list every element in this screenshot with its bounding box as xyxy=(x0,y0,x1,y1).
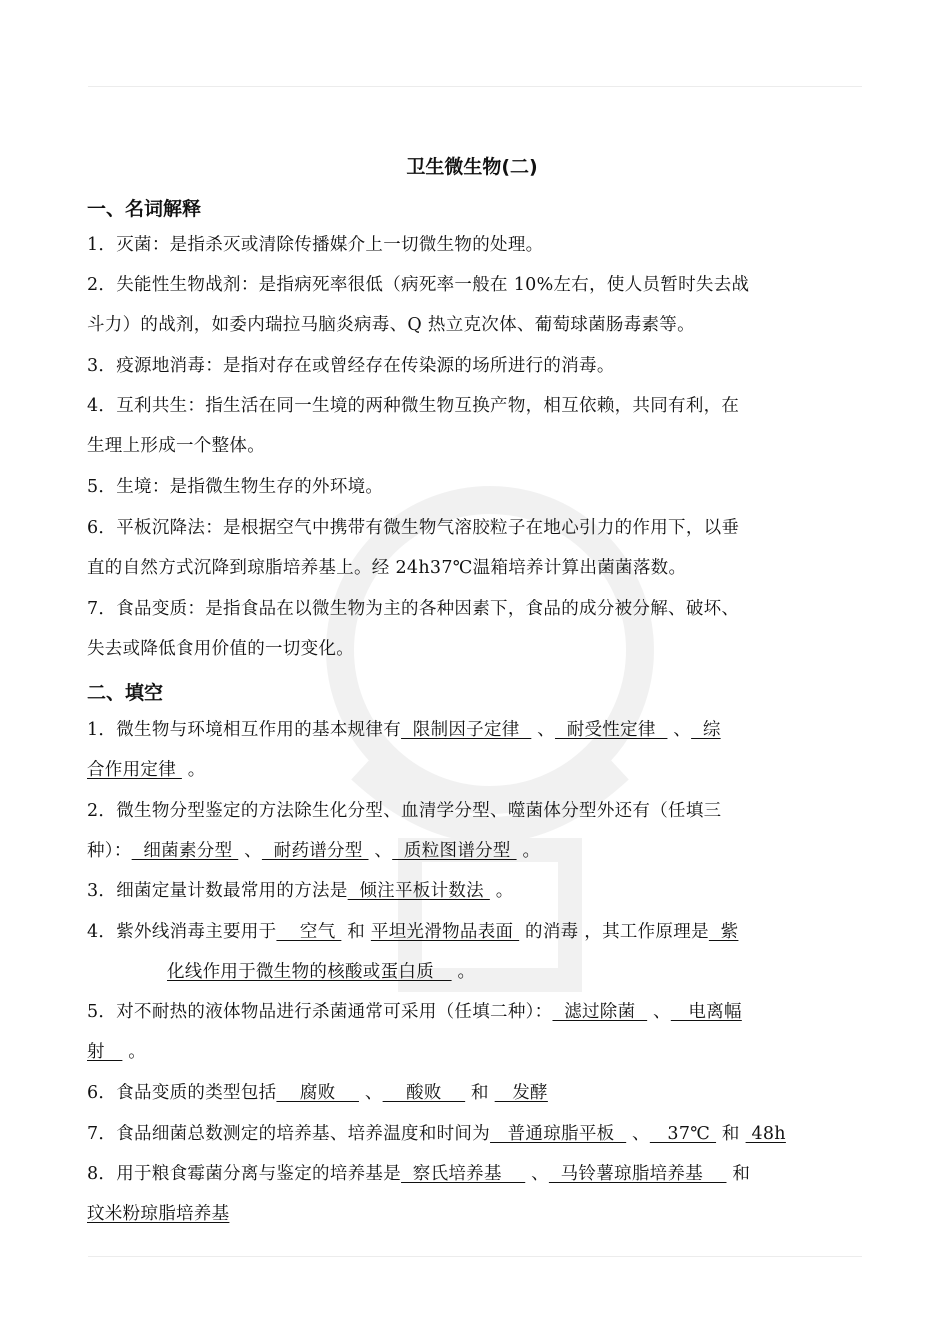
text-line xyxy=(87,992,857,1032)
fill-question-8 xyxy=(87,1154,857,1234)
definition-item-4 xyxy=(87,386,857,466)
text-line: 7．食品变质：是指食品在以微生物为主的各种因素下，食品的成分被分解、破坏、 xyxy=(87,599,740,619)
text-line xyxy=(87,1073,857,1113)
text-line xyxy=(87,1154,857,1194)
fill-question-4 xyxy=(87,912,857,992)
section-heading-fill-in: 二、填空 xyxy=(87,682,164,704)
page-title: 卫生微生物(二) xyxy=(406,156,538,178)
separator: 、 xyxy=(525,1164,549,1184)
punctuation: 。 xyxy=(181,760,206,780)
answer-blank: 质粒图谱分型 xyxy=(392,841,517,861)
text-line: 4．互利共生：指生活在同一生境的两种微生物互换产物，相互依赖，共同有利，在 xyxy=(87,396,740,416)
answer-blank: 酸败 xyxy=(382,1083,466,1103)
definition-item-6 xyxy=(87,508,857,588)
answer-blank: 限制因子定律 xyxy=(401,720,532,740)
text-line: 失去或降低食用价值的一切变化。 xyxy=(87,639,354,659)
question-text: 4．紫外线消毒主要用于 xyxy=(87,922,277,942)
text-line xyxy=(87,912,857,952)
separator: 、 xyxy=(626,1124,650,1144)
header-rule xyxy=(88,86,862,87)
fill-question-7 xyxy=(87,1114,857,1154)
definition-item-2 xyxy=(87,265,857,345)
question-text: 的消毒 ，其工作原理是 xyxy=(519,922,709,942)
text-line: 6．平板沉降法：是根据空气中携带有微生物气溶胶粒子在地心引力的作用下，以垂 xyxy=(87,518,740,538)
answer-blank: 化线作用于微生物的核酸或蛋白质 xyxy=(167,962,452,982)
answer-blank: 细菌素分型 xyxy=(131,841,239,861)
connector: 和 xyxy=(716,1124,746,1144)
fill-question-2 xyxy=(87,791,857,871)
punctuation: 。 xyxy=(516,841,541,861)
text-line xyxy=(87,1114,857,1154)
question-text: 1．微生物与环境相互作用的基本规律有 xyxy=(87,720,402,740)
definition-item-7 xyxy=(87,589,857,669)
punctuation: 。 xyxy=(451,962,476,982)
answer-blank: 滤过除菌 xyxy=(552,1002,648,1022)
answer-blank: 察氏培养基 xyxy=(401,1164,526,1184)
text-line xyxy=(87,710,857,750)
connector: 和 xyxy=(465,1083,495,1103)
section-heading-definitions: 一、名词解释 xyxy=(87,198,202,220)
answer-blank: 腐败 xyxy=(276,1083,359,1103)
answer-blank: 综 xyxy=(691,720,721,740)
text-line xyxy=(87,750,857,790)
definition-item-5 xyxy=(87,467,857,507)
answer-blank: 射 xyxy=(87,1042,123,1062)
fill-question-1 xyxy=(87,710,857,790)
fill-question-6 xyxy=(87,1073,857,1113)
answer-blank: 紫 xyxy=(708,922,739,942)
answer-blank: 普通琼脂平板 xyxy=(490,1124,627,1144)
text-line xyxy=(87,1194,857,1234)
answer-blank: 平坦光滑物品表面 xyxy=(370,922,520,942)
text-line: 生理上形成一个整体。 xyxy=(87,436,265,456)
separator: 、 xyxy=(358,1083,383,1103)
question-text: 6．食品变质的类型包括 xyxy=(87,1083,277,1103)
question-text: 8．用于粮食霉菌分离与鉴定的培养基是 xyxy=(87,1164,402,1184)
answer-blank: 耐受性定律 xyxy=(554,720,668,740)
answer-blank: 空气 xyxy=(276,922,342,942)
text-line: 2．微生物分型鉴定的方法除生化分型、血清学分型、噬菌体分型外还有（任填三 xyxy=(87,801,722,821)
question-text: 5．对不耐热的液体物品进行杀菌通常可采用（任填二种）： xyxy=(87,1002,553,1022)
answer-blank: 耐药谱分型 xyxy=(261,841,369,861)
separator: 、 xyxy=(647,1002,671,1022)
text-line: 5．生境：是指微生物生存的外环境。 xyxy=(87,477,384,497)
text-line: 直的自然方式沉降到琼脂培养基上。经 24h37℃温箱培养计算出菌菌落数。 xyxy=(87,558,687,578)
text-line: 斗力）的战剂，如委内瑞拉马脑炎病毒、Q 热立克次体、葡萄球菌肠毒素等。 xyxy=(87,315,695,335)
text-line: 1．灭菌：是指杀灭或清除传播媒介上一切微生物的处理。 xyxy=(87,235,544,255)
question-text: 3．细菌定量计数最常用的方法是 xyxy=(87,881,348,901)
answer-blank: 发酵 xyxy=(494,1083,548,1103)
separator: 、 xyxy=(667,720,692,740)
answer-blank: 37℃ xyxy=(649,1124,717,1144)
fill-question-5 xyxy=(87,992,857,1072)
answer-blank: 合作用定律 xyxy=(87,760,182,780)
separator: 、 xyxy=(368,841,393,861)
text-line xyxy=(87,1032,857,1072)
connector: 和 xyxy=(726,1164,751,1184)
text-line: 3．疫源地消毒：是指对存在或曾经存在传染源的场所进行的消毒。 xyxy=(87,356,615,376)
punctuation: 。 xyxy=(489,881,514,901)
separator: 、 xyxy=(531,720,555,740)
text-line xyxy=(87,871,857,911)
text-line xyxy=(87,831,857,871)
punctuation: 。 xyxy=(122,1042,147,1062)
text-line: 2．失能性生物战剂：是指病死率很低（病死率一般在 10%左右，使人员暂时失去战 xyxy=(87,275,750,295)
fill-question-3 xyxy=(87,871,857,911)
definition-item-3 xyxy=(87,346,857,386)
question-text: 7．食品细菌总数测定的培养基、培养温度和时间为 xyxy=(87,1124,491,1144)
footer-rule xyxy=(88,1256,862,1257)
question-text: 种）： xyxy=(87,841,132,861)
connector: 和 xyxy=(341,922,371,942)
answer-blank: 马铃薯琼脂培养基 xyxy=(548,1164,727,1184)
answer-blank: 玟米粉琼脂培养基 xyxy=(87,1204,230,1224)
definition-item-1 xyxy=(87,225,857,265)
answer-blank: 倾注平板计数法 xyxy=(347,881,490,901)
separator: 、 xyxy=(238,841,262,861)
text-line xyxy=(87,952,857,992)
answer-blank: 48h xyxy=(745,1124,786,1144)
answer-blank: 电离幅 xyxy=(670,1002,742,1022)
